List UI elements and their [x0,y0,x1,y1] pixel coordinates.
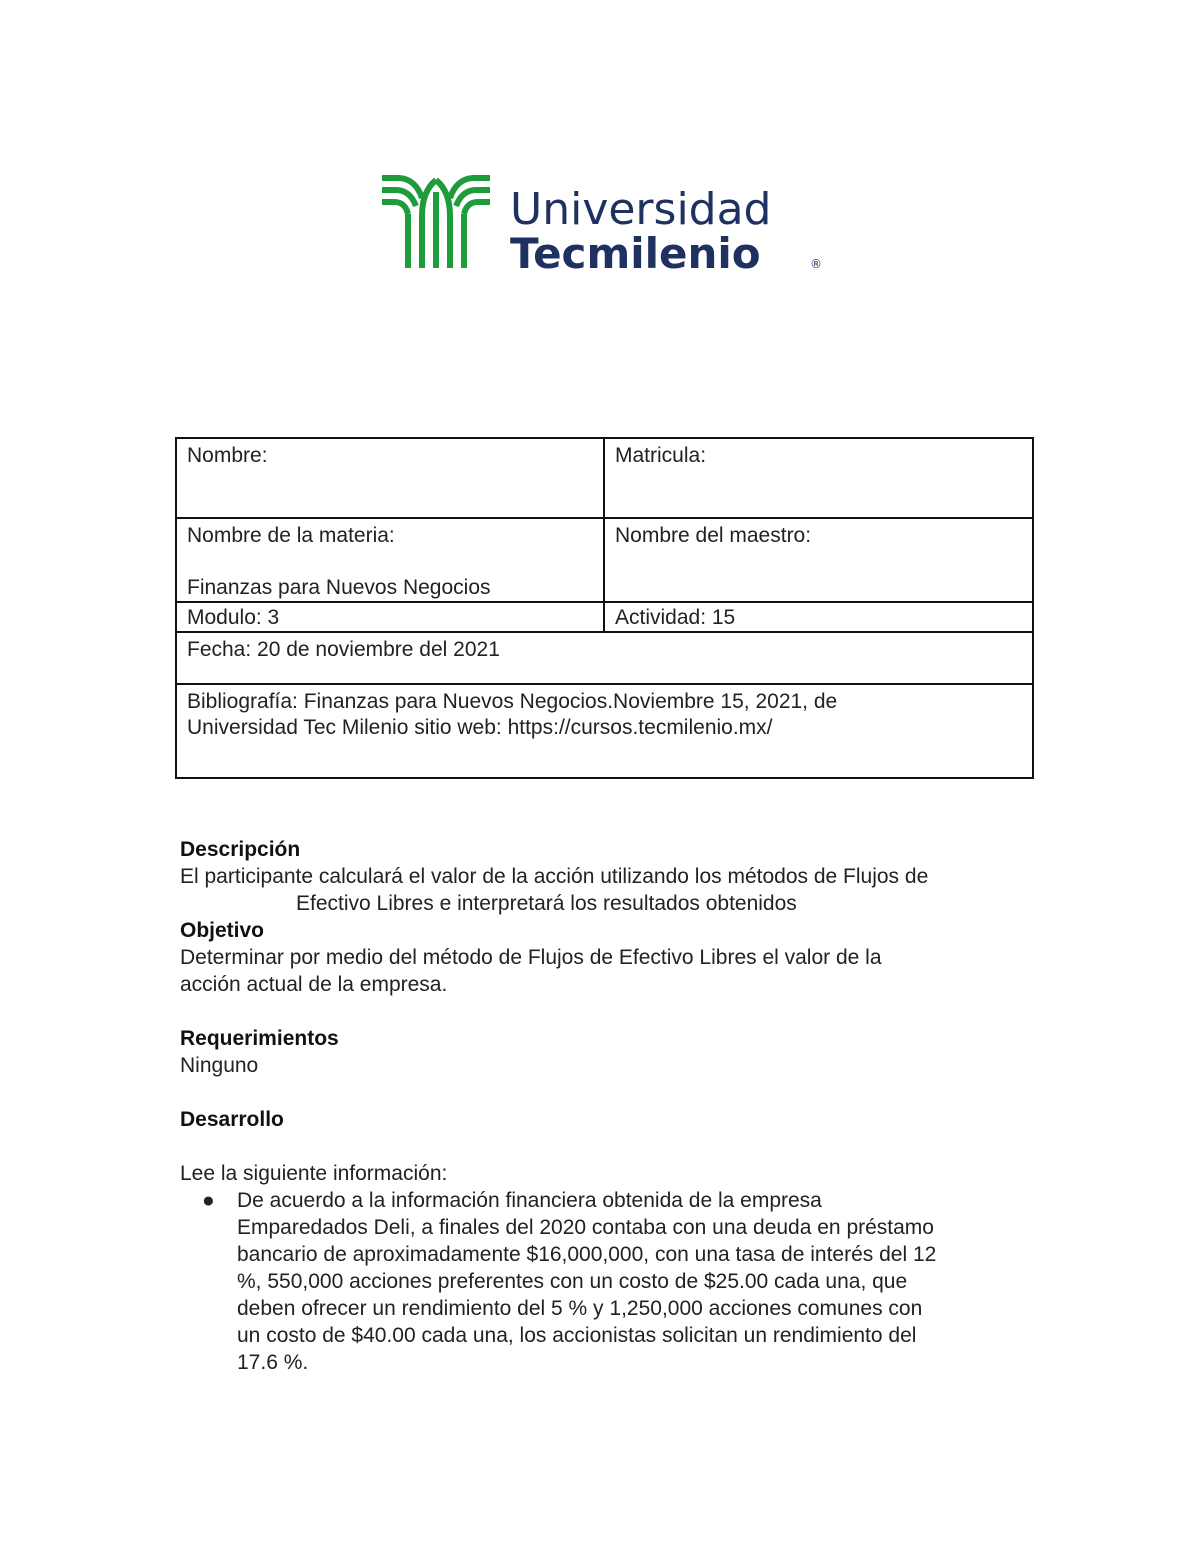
bibliografia-line1: Bibliografía: Finanzas para Nuevos Negocios.Noviembre 15, 2021, de [187,690,838,713]
bibliografia-line2: Universidad Tec Milenio sitio web: https://cursos.tecmilenio.mx/ [187,716,773,739]
bullet-line-5: deben ofrecer un rendimiento del 5 % y 1,250,000 acciones comunes con [237,1297,923,1320]
desarrollo-intro: Lee la siguiente información: [180,1162,448,1185]
student-info-table [175,437,1034,779]
logo-emblem-icon [382,178,490,268]
nombre-cell [176,438,604,518]
desarrollo-heading: Desarrollo [180,1108,284,1131]
document-body [180,836,1040,1376]
bullet-line-2: Emparedados Deli, a finales del 2020 contaba con una deuda en préstamo [237,1216,934,1239]
objetivo-line1: Determinar por medio del método de Flujos de Efectivo Libres el valor de la [180,946,882,969]
bullet-line-6: un costo de $40.00 cada una, los accionistas solicitan un rendimiento del [237,1324,917,1347]
descripcion-heading: Descripción [180,838,301,861]
descripcion-line1: El participante calculará el valor de la acción utilizando los métodos de Flujos de [180,865,929,888]
modulo-cell [176,602,604,632]
maestro-cell [604,518,1033,602]
objetivo-heading: Objetivo [180,919,265,942]
requerimientos-text: Ninguno [180,1054,259,1077]
logo-line1: Universidad [510,184,772,235]
list-item [202,1187,1040,1376]
fecha-text: Fecha: 20 de noviembre del 2021 [187,638,500,661]
materia-cell [176,518,604,602]
matricula-label: Matricula: [615,444,707,467]
descripcion-line2: Efectivo Libres e interpretará los resultados obtenidos [296,892,797,915]
modulo-text: Modulo: 3 [187,606,280,629]
objetivo-line2: acción actual de la empresa. [180,973,448,996]
materia-value: Finanzas para Nuevos Negocios [187,576,491,599]
actividad-cell [604,602,1033,632]
university-logo [378,172,828,276]
requerimientos-heading: Requerimientos [180,1027,339,1050]
bullet-line-4: %, 550,000 acciones preferentes con un costo de $25.00 cada una, que [237,1270,908,1293]
bullet-icon: ● [202,1189,215,1212]
bullet-line-1: De acuerdo a la información financiera obtenida de la empresa [237,1189,822,1212]
actividad-text: Actividad: 15 [615,606,736,629]
desarrollo-bullet-list [180,1187,1040,1376]
matricula-cell [604,438,1033,518]
logo-registered-mark: ® [810,257,822,271]
fecha-cell [176,632,1033,684]
maestro-label: Nombre del maestro: [615,524,812,547]
nombre-label: Nombre: [187,444,268,467]
materia-label: Nombre de la materia: [187,524,395,547]
bibliografia-cell [176,684,1033,778]
bullet-line-7: 17.6 %. [237,1351,309,1374]
bullet-line-3: bancario de aproximadamente $16,000,000, con una tasa de interés del 12 [237,1243,937,1266]
logo-line2: Tecmilenio [510,229,761,276]
